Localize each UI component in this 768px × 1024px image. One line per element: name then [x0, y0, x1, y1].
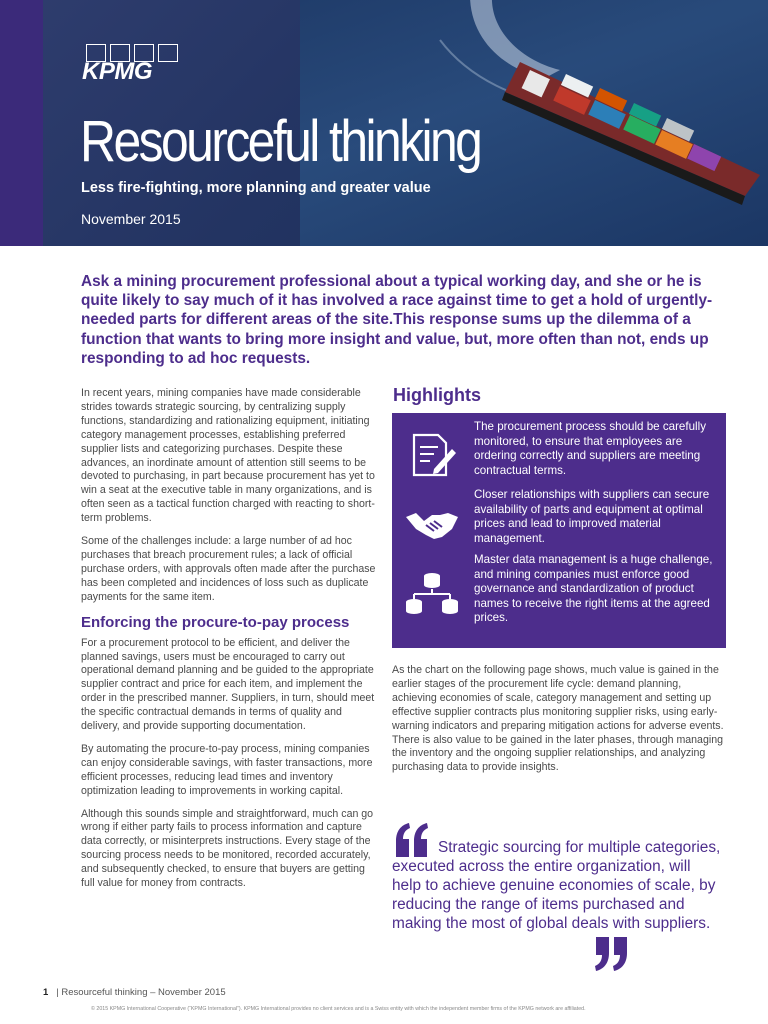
body-paragraph: Although this sounds simple and straightforward, much can go wrong if either party fails to process information and capture data correctly, or misinterprets instructions. Every stage of the sourcing process needs to be monitored, recorded accurately, and subsequently checked, to ensure that buyers are getting full value for money from contracts.	[81, 807, 374, 890]
quote-text: Strategic sourcing for multiple categories, executed across the entire organization, will help to achieve genuine economies of scale, by reducing the range of items purchased and making the most of global deals with suppliers.	[392, 839, 721, 933]
section-heading: Enforcing the procure-to-pay process	[81, 613, 350, 631]
highlight-text: Closer relationships with suppliers can secure availability of parts and equipment at optimal prices and lead to improved material management.	[474, 488, 710, 545]
publication-date: November 2015	[81, 211, 181, 227]
kpmg-logo	[82, 44, 178, 84]
running-title: | Resourceful thinking – November 2015	[56, 987, 226, 998]
body-paragraph: By automating the procure-to-pay process, mining companies can enjoy considerable savings, with faster transactions, more efficient processes, reducing lead times and inventory optimization leading to improvements in working capital.	[81, 742, 373, 797]
close-quote-icon	[592, 937, 632, 971]
left-column	[81, 387, 377, 900]
page-subtitle: Less fire-fighting, more planning and greater value	[81, 180, 431, 196]
database-network-icon	[404, 571, 460, 619]
highlight-text: The procurement process should be carefully monitored, to ensure that employees are ordering correctly and suppliers are meeting contractual terms.	[474, 420, 706, 477]
hero-banner	[0, 0, 768, 246]
logo-text: KPMG	[82, 58, 152, 85]
hero-side-band	[0, 0, 43, 246]
legal-notice: © 2015 KPMG International Cooperative (“KPMG International”). KPMG International provides no client services and is a Swiss entity with which the independent member firms of the KPMG network are affiliated.	[91, 1006, 586, 1012]
page-footer	[43, 987, 226, 998]
body-paragraph: Some of the challenges include: a large number of ad hoc purchases that breach procurement rules; a lack of official purchase orders, with approvals often made after the purchase has been completed and incidences of loss such as duplicate payments for the same item.	[81, 535, 376, 603]
body-paragraph: As the chart on the following page shows, much value is gained in the earlier stages of the procurement life cycle: demand planning, achieving economies of scale, category management and setting up effective supplier contracts plus monitoring supplier risks, using early-warning indicators and preparing mitigation actions for adverse events. There is also value to be gained in the later phases, through managing the inventory and the ongoing supplier relationships, and analyzing purchasing data to provide insights.	[392, 664, 724, 774]
highlight-text: Master data management is a huge challenge, and mining companies must enforce good governance and standardization of product names to receive the right items at the agreed prices.	[474, 553, 713, 625]
highlights-box	[392, 413, 726, 648]
highlights-title: Highlights	[393, 385, 481, 405]
right-column	[392, 664, 728, 784]
document-checklist-icon	[404, 431, 460, 479]
body-paragraph: For a procurement protocol to be efficient, and deliver the planned savings, users must be encouraged to carry out operational demand planning and be guided to the appropriate supplier contract and price for each item, and implement the order in the prescribed manner. Suppliers, in turn, should meet the specific contractual demands in terms of quality and delivery, and provide supporting documentation.	[81, 636, 375, 733]
handshake-icon	[404, 499, 460, 547]
lead-paragraph: Ask a mining procurement professional about a typical working day, and she or he is quite likely to say much of it has involved a race against time to get a hold of urgently-needed parts for different areas of the site.This response sums up the dilemma of a function that wants to bring more insight and value, but, more often than not, ends up responding to ad hoc requests.	[81, 273, 713, 367]
page-title: Resourceful thinking	[80, 109, 481, 174]
body-paragraph: In recent years, mining companies have made considerable strides towards strategic sourcing, by centralizing supply functions, standardizing and rationalizing equipment, initiating category management processes, establishing preferred supplier lists and categorizing purchases. Despite these advances, an inordinate amount of attention still seems to be devoted to purchasing, in part because procurement has yet to win a seat at the executive table in many organizations, and is often seen as a tactical function charged with reacting to short-term problems.	[81, 387, 375, 525]
page-number: 1	[43, 987, 49, 998]
